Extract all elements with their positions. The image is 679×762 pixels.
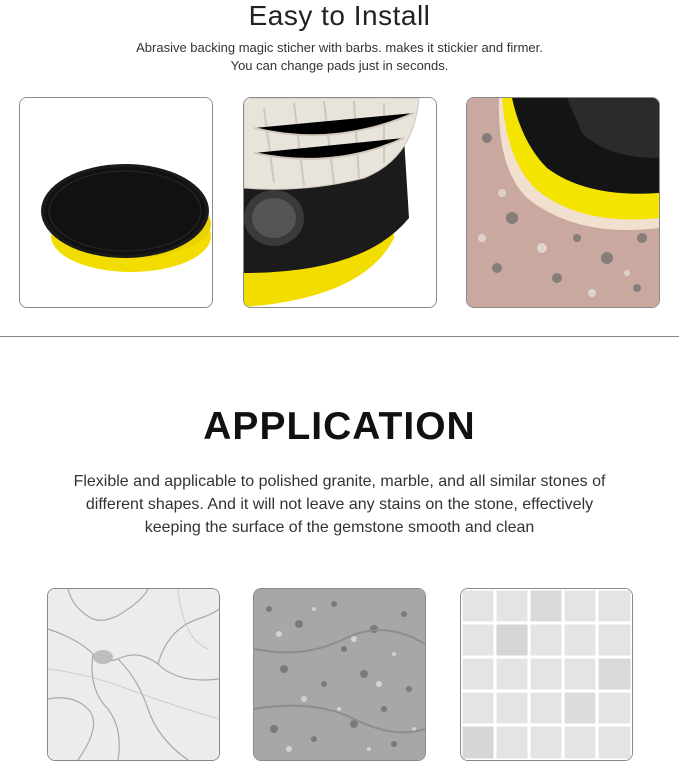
install-subtitle-line-1: Abrasive backing magic sticher with barbs. makes it stickier and firmer. [136, 40, 543, 55]
marble-image [47, 588, 220, 761]
tile-image [460, 588, 633, 761]
install-subtitle-line-2: You can change pads just in seconds. [230, 58, 449, 73]
application-line-2: different shapes. And it will not leave any stains on the stone, effectively [85, 496, 594, 513]
pad-attachment-image [243, 97, 437, 308]
application-line-3: keeping the surface of the gemstone smooth and clean [144, 519, 535, 536]
application-line-1: Flexible and applicable to polished granite, marble, and all similar stones of [73, 473, 606, 490]
granite-image [253, 588, 426, 761]
application-description [20, 470, 659, 539]
install-subtitle [0, 39, 679, 75]
backing-pad-image [19, 97, 213, 308]
install-title: Easy to Install [248, 0, 431, 31]
section-divider [0, 336, 679, 337]
pad-on-granite-image [466, 97, 660, 308]
application-title: APPLICATION [203, 405, 476, 448]
